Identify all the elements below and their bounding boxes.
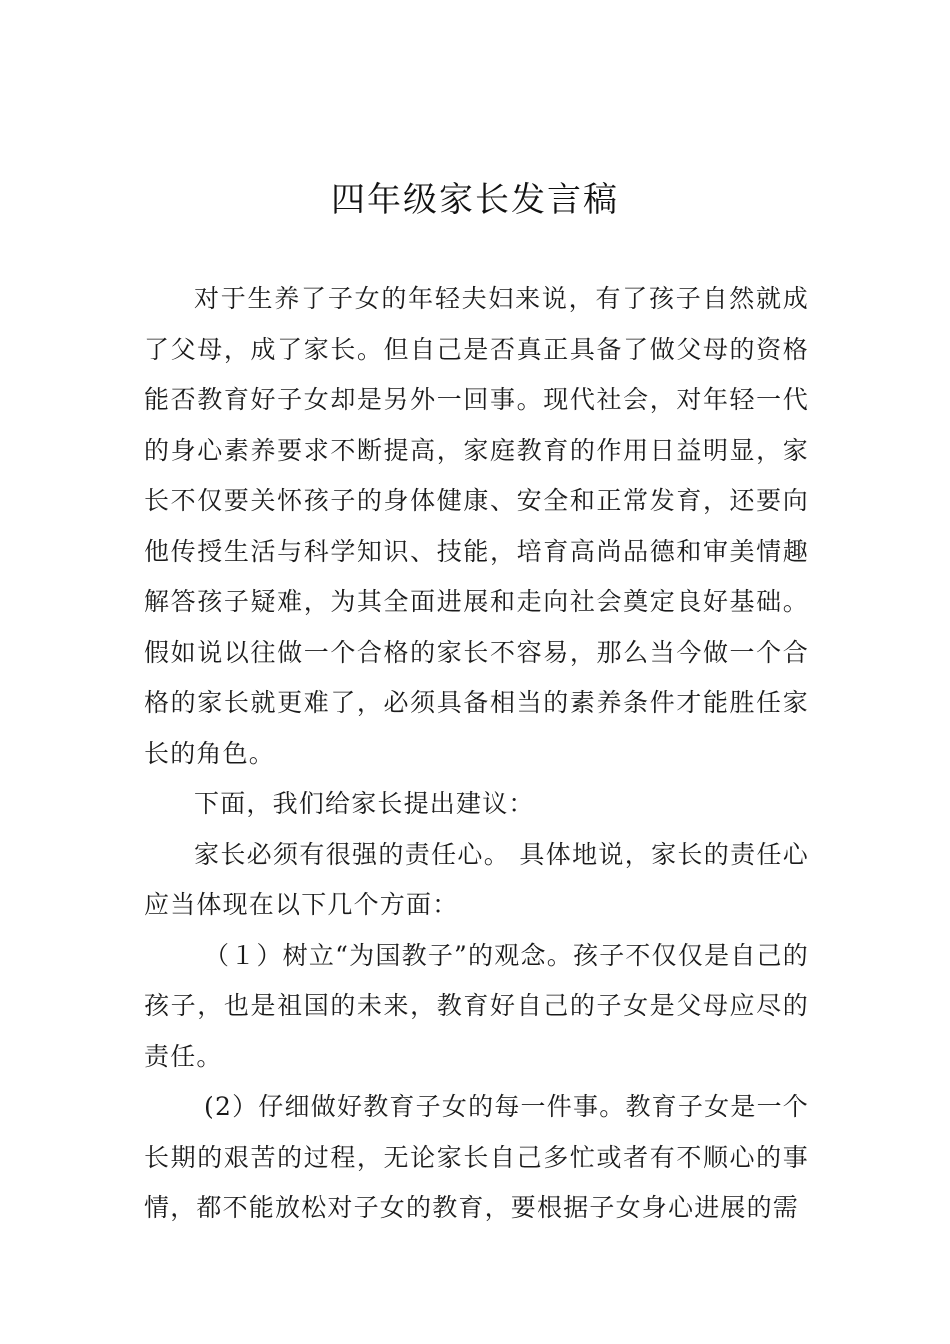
paragraph-responsibility: 家长必须有很强的责任心。 具体地说，家长的责任心应当体现在以下几个方面： <box>144 839 809 919</box>
document-title: 四年级家长发言稿 <box>331 180 619 220</box>
document-body <box>144 274 809 1234</box>
paragraph-item-2: (2）仔细做好教育子女的每一件事。教育子女是一个长期的艰苦的过程，无论家长自己多忙或者有不顺心的事情，都不能放松对子女的教育，要根据子女身心进展的需 <box>144 1092 809 1222</box>
paragraph-intro: 对于生养了子女的年轻夫妇来说，有了孩子自然就成了父母，成了家长。但自己是否真正具备了做父母的资格能否教育好子女却是另外一回事。现代社会，对年轻一代的身心素养要求不断提高，家庭教育的作用日益明显，家长不仅要关怀孩子的身体健康、安全和正常发育，还要向他传授生活与科学知识、技能，培育高尚品德和审美情趣解答孩子疑难，为其全面进展和走向社会奠定良好基础。假如说以往做一个合格的家长不容易，那么当今做一个合格的家长就更难了，必须具备相当的素养条件才能胜任家长的角色。 <box>144 284 809 768</box>
paragraph-item-1: （１）树立“为国教子”的观念。孩子不仅仅是自己的孩子，也是祖国的未来，教育好自己的子女是父母应尽的责任。 <box>144 940 809 1071</box>
paragraph-suggestions-lead: 下面，我们给家长提出建议： <box>194 789 535 818</box>
